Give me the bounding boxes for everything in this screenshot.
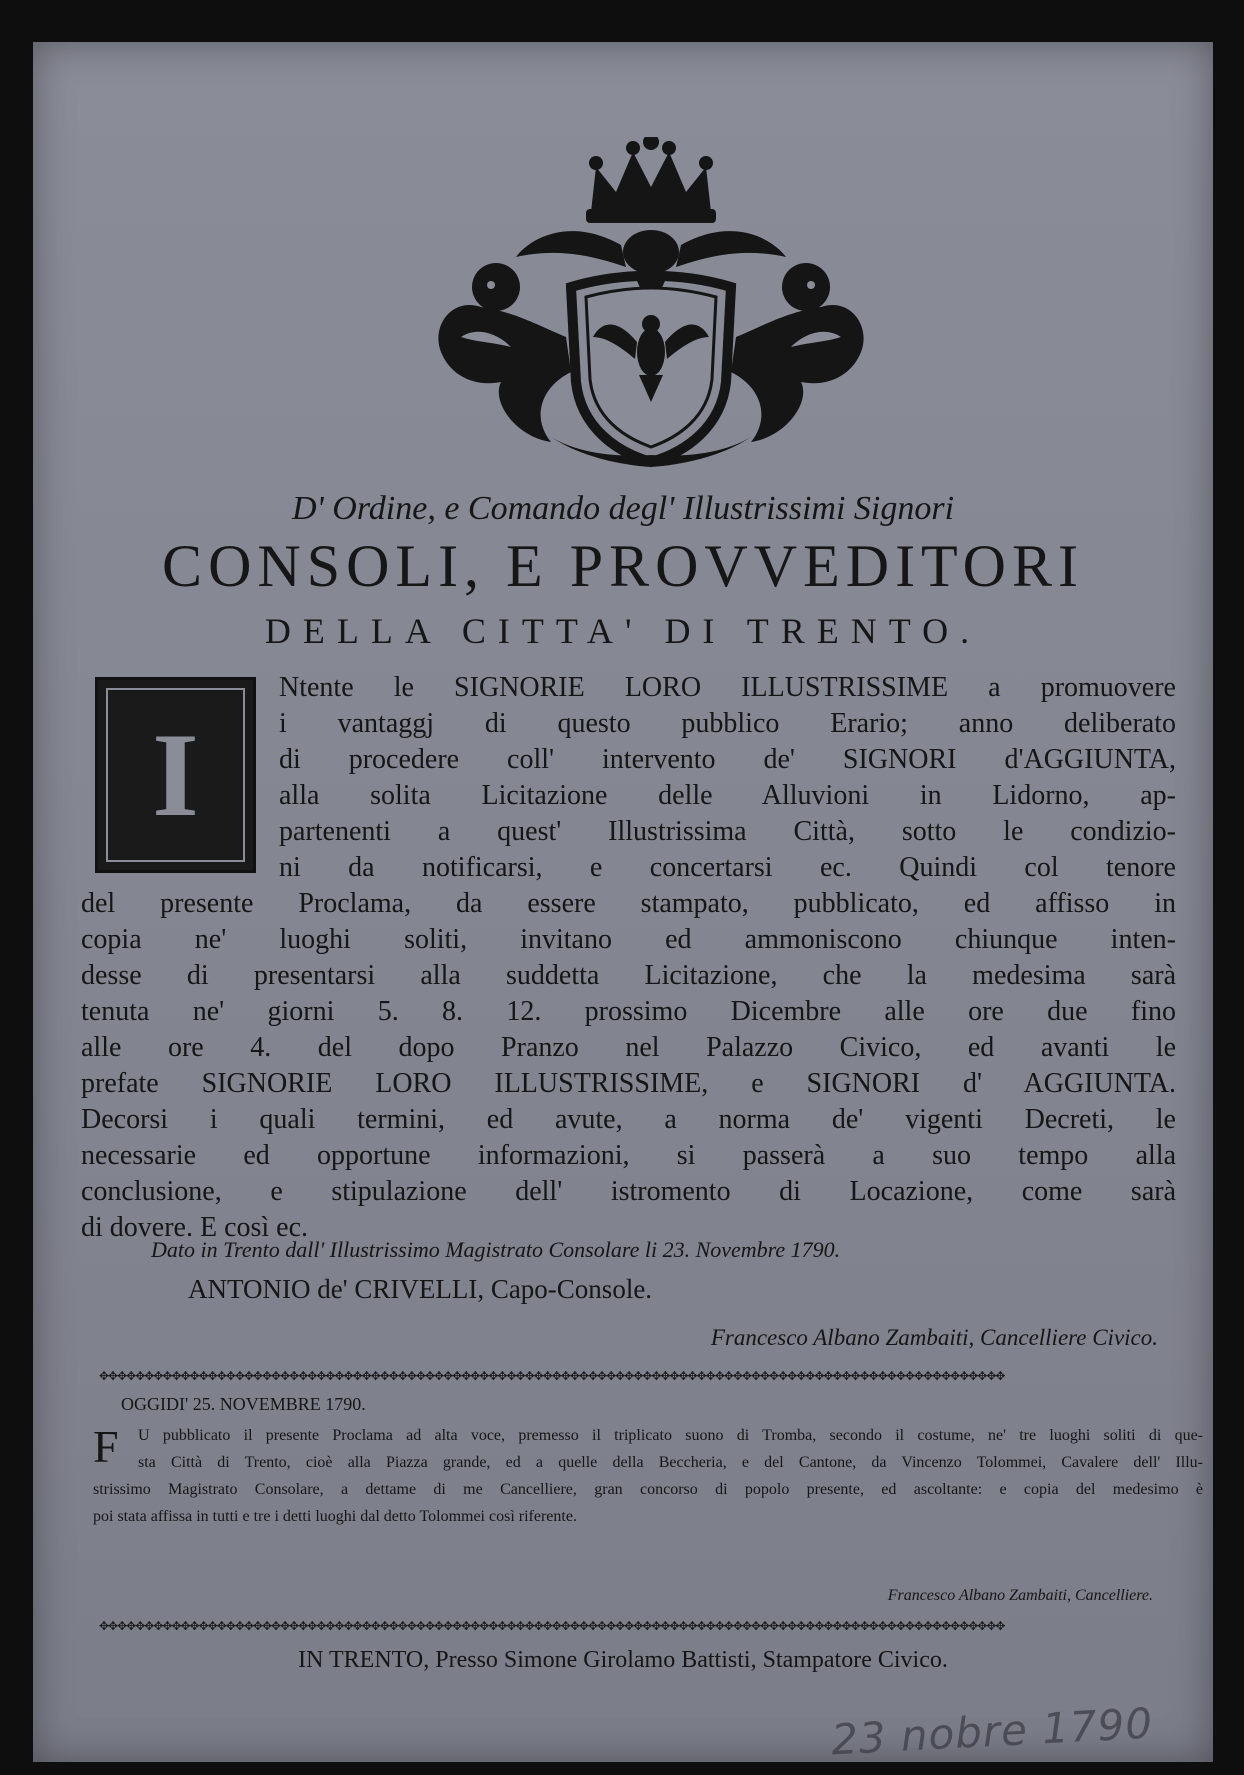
body-line: ni da notificarsi, e concertarsi ec. Quindi col tenore: [279, 852, 1176, 883]
publication-line: strissimo Magistrato Consolare, a dettame di me Cancelliere, gran concorso di popolo presente, ed ascoltante: e copia del medesimo è: [93, 1481, 1203, 1498]
consul-signature: ANTONIO de' CRIVELLI, Capo-Console.: [188, 1274, 653, 1304]
body-line: del presente Proclama, da essere stampato, pubblicato, ed affisso in: [81, 888, 1176, 919]
body-line: partenenti a quest' Illustrissima Città, sotto le condizio-: [279, 816, 1176, 847]
ornamental-border-bottom: ✥✥✥✥✥✥✥✥✥✥✥✥✥✥✥✥✥✥✥✥✥✥✥✥✥✥✥✥✥✥✥✥✥✥✥✥✥✥✥✥✥✥✥✥✥✥✥✥✥✥✥✥✥✥✥✥✥✥✥✥✥✥✥✥✥✥✥✥✥✥✥✥✥✥✥✥✥✥✥✥✥✥✥✥✥✥✥✥✥✥✥✥✥✥✥✥✥✥✥✥: [99, 1620, 1005, 1632]
body-line: copia ne' luoghi soliti, invitano ed ammoniscono chiunque inten-: [81, 924, 1176, 955]
chancellor-signature: Francesco Albano Zambaiti, Cancelliere Civico.: [710, 1325, 1158, 1350]
handwritten-date-note: 23 nobre 1790: [829, 1698, 1155, 1765]
publication-signature: Francesco Albano Zambaiti, Cancelliere.: [887, 1587, 1153, 1604]
heading-consuls: CONSOLI, E PROVVEDITORI: [162, 533, 1084, 599]
body-line: di procedere coll' intervento de' SIGNORI d'AGGIUNTA,: [279, 744, 1176, 775]
body-line: i vantaggj di questo pubblico Erario; anno deliberato: [279, 708, 1176, 739]
body-line: di dovere. E così ec.: [81, 1212, 309, 1243]
body-line: desse di presentarsi alla suddetta Licitazione, che la medesima sarà: [81, 960, 1176, 991]
publication-line: poi stata affissa in tutti e tre i detti luoghi dal detto Tolommei così riferente.: [93, 1508, 577, 1525]
publication-line: sta Città di Trento, cioè alla Piazza grande, ed a quelle della Beccheria, e del Cantone, da Vincenzo Tolommei, Cavalere dell' Illu-: [138, 1454, 1203, 1471]
publication-date: OGGIDI' 25. NOVEMBRE 1790.: [121, 1394, 366, 1414]
body-line: conclusione, e stipulazione dell' istromento di Locazione, come sarà: [81, 1176, 1176, 1207]
body-line: alla solita Licitazione delle Alluvioni in Lidorno, ap-: [279, 780, 1176, 811]
publication-initial: F: [93, 1421, 119, 1472]
body-line: alle ore 4. del dopo Pranzo nel Palazzo Civico, ed avanti le: [81, 1032, 1176, 1063]
body-line: prefate SIGNORIE LORO ILLUSTRISSIME, e SIGNORI d' AGGIUNTA.: [81, 1068, 1176, 1099]
decorated-initial: [95, 677, 256, 873]
proclamation-sheet: [33, 42, 1213, 1765]
heading-order-line: D' Ordine, e Comando degl' Illustrissimi Signori: [291, 490, 955, 527]
body-line: necessarie ed opportune informazioni, si passerà a suo tempo alla: [81, 1140, 1176, 1171]
printer-imprint: IN TRENTO, Presso Simone Girolamo Battisti, Stampatore Civico.: [298, 1647, 948, 1673]
heading-city: DELLA CITTA' DI TRENTO.: [264, 611, 982, 651]
body-line: tenuta ne' giorni 5. 8. 12. prossimo Dicembre alle ore due fino: [81, 996, 1176, 1027]
body-line: Decorsi i quali termini, ed avute, a norma de' vigenti Decreti, le: [81, 1104, 1176, 1135]
body-line: Ntente le SIGNORIE LORO ILLUSTRISSIME a promuovere: [279, 672, 1176, 703]
publication-line: U pubblicato il presente Proclama ad alta voce, premesso il triplicato suono di Tromba, secondo il costume, ne' tre luoghi soliti di que-: [138, 1427, 1203, 1444]
ornamental-border-top: ✥✥✥✥✥✥✥✥✥✥✥✥✥✥✥✥✥✥✥✥✥✥✥✥✥✥✥✥✥✥✥✥✥✥✥✥✥✥✥✥✥✥✥✥✥✥✥✥✥✥✥✥✥✥✥✥✥✥✥✥✥✥✥✥✥✥✥✥✥✥✥✥✥✥✥✥✥✥✥✥✥✥✥✥✥✥✥✥✥✥✥✥✥✥✥✥✥✥✥✥: [99, 1370, 1005, 1382]
coat-of-arms-crest: [421, 137, 881, 472]
initial-letter: I: [106, 688, 245, 862]
dated-line: Dato in Trento dall' Illustrissimo Magistrato Consolare li 23. Novembre 1790.: [151, 1237, 841, 1262]
